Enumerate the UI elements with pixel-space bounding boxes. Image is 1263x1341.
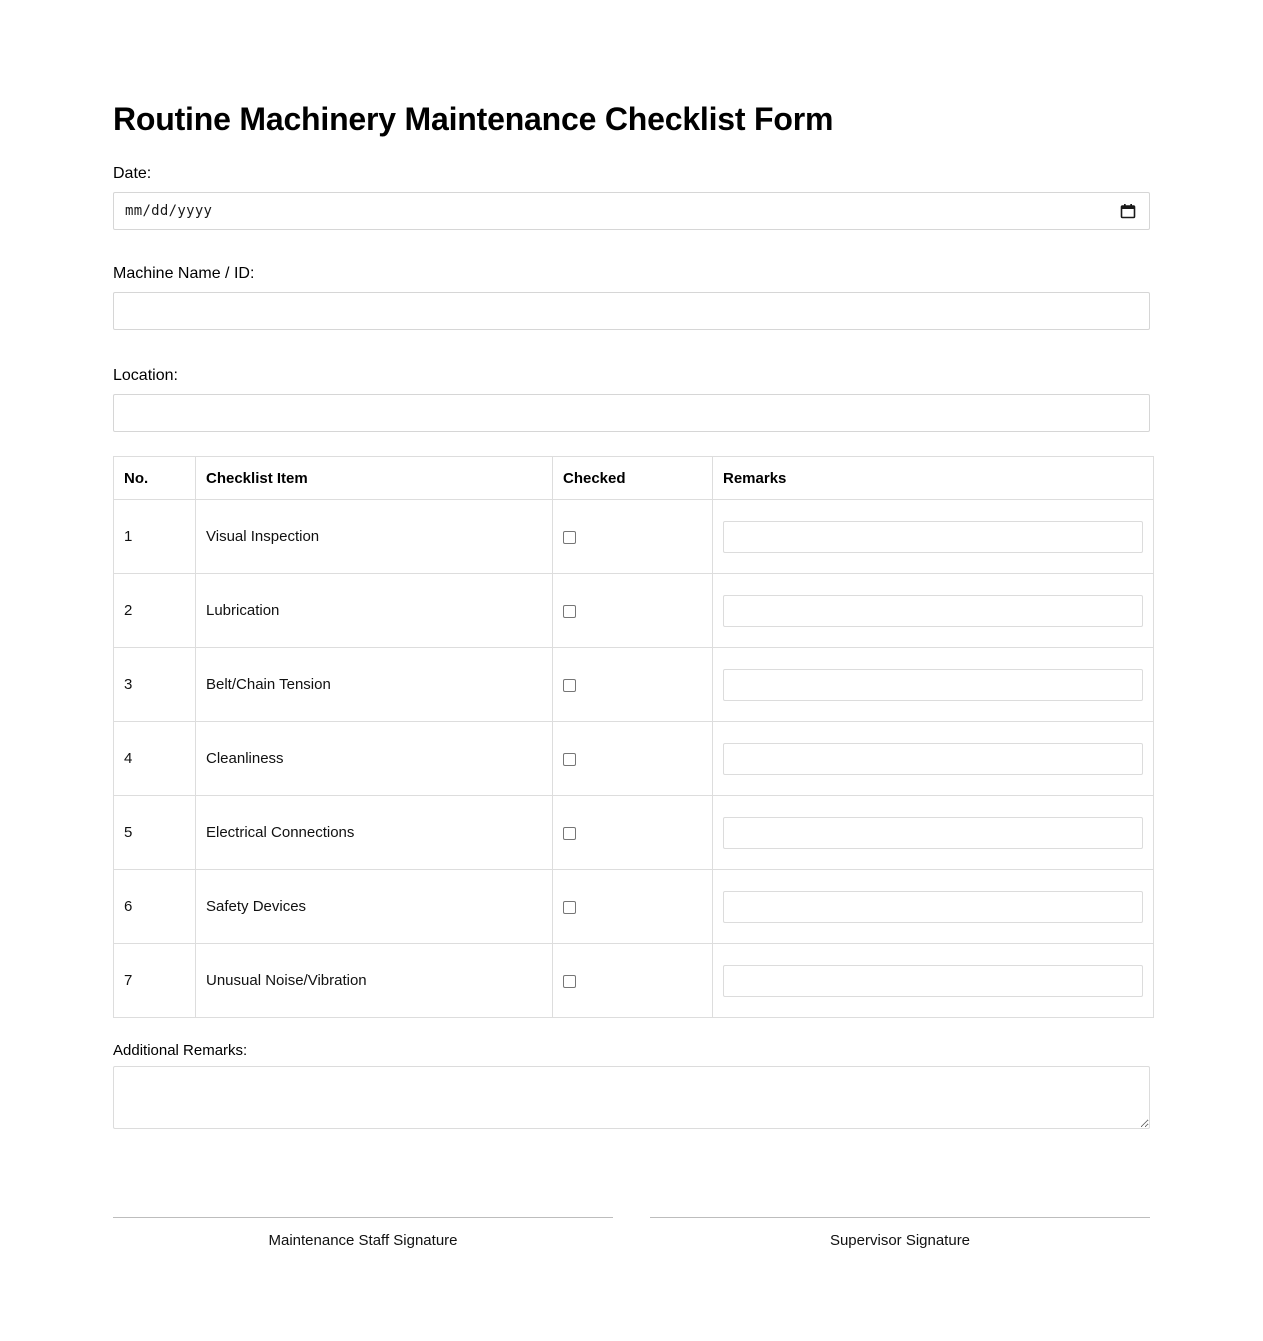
table-header-row xyxy=(114,457,1154,500)
cell-remarks xyxy=(713,648,1154,722)
date-label: Date: xyxy=(113,165,152,183)
machine-field-block xyxy=(113,264,1150,330)
table-row xyxy=(114,648,1154,722)
remarks-input-row-2[interactable] xyxy=(723,595,1143,627)
signature-line-supervisor xyxy=(650,1217,1150,1218)
machine-name-input[interactable] xyxy=(113,292,1150,330)
location-label: Location: xyxy=(113,367,178,385)
checkbox-row-1[interactable] xyxy=(563,531,576,544)
signature-section xyxy=(113,1217,1150,1250)
checkbox-row-4[interactable] xyxy=(563,753,576,766)
column-header-checked: Checked xyxy=(553,457,713,500)
additional-remarks-textarea[interactable] xyxy=(113,1066,1150,1129)
page-title: Routine Machinery Maintenance Checklist Form xyxy=(113,101,834,137)
cell-no: 7 xyxy=(114,944,196,1018)
date-input[interactable] xyxy=(113,192,1150,230)
checkbox-row-6[interactable] xyxy=(563,901,576,914)
signature-block-supervisor xyxy=(650,1217,1150,1250)
checklist-table-body xyxy=(114,500,1154,1018)
remarks-input-row-4[interactable] xyxy=(723,743,1143,775)
additional-remarks-block xyxy=(113,1042,1150,1129)
table-row xyxy=(114,574,1154,648)
signature-line-staff xyxy=(113,1217,613,1218)
cell-no: 2 xyxy=(114,574,196,648)
checkbox-row-7[interactable] xyxy=(563,975,576,988)
cell-checked xyxy=(553,500,713,574)
checklist-table-head xyxy=(114,457,1154,500)
cell-checked xyxy=(553,574,713,648)
cell-checklist-item: Safety Devices xyxy=(196,870,553,944)
column-header-item: Checklist Item xyxy=(196,457,553,500)
date-placeholder-text: mm/dd/yyyy xyxy=(125,203,213,220)
checkbox-row-5[interactable] xyxy=(563,827,576,840)
cell-checklist-item: Visual Inspection xyxy=(196,500,553,574)
cell-checklist-item: Cleanliness xyxy=(196,722,553,796)
cell-no: 3 xyxy=(114,648,196,722)
remarks-input-row-5[interactable] xyxy=(723,817,1143,849)
cell-remarks xyxy=(713,870,1154,944)
cell-no: 4 xyxy=(114,722,196,796)
table-row xyxy=(114,870,1154,944)
table-row xyxy=(114,944,1154,1018)
location-field-block xyxy=(113,366,1150,432)
date-field-block xyxy=(113,164,1150,230)
signature-block-staff xyxy=(113,1217,613,1250)
signature-label-supervisor: Supervisor Signature xyxy=(829,1232,971,1250)
column-header-remarks: Remarks xyxy=(713,457,1154,500)
calendar-icon[interactable] xyxy=(1120,203,1136,219)
cell-no: 1 xyxy=(114,500,196,574)
remarks-input-row-1[interactable] xyxy=(723,521,1143,553)
cell-remarks xyxy=(713,944,1154,1018)
table-row xyxy=(114,796,1154,870)
checkbox-row-2[interactable] xyxy=(563,605,576,618)
signature-label-staff: Maintenance Staff Signature xyxy=(268,1232,458,1250)
cell-checked xyxy=(553,870,713,944)
cell-no: 5 xyxy=(114,796,196,870)
cell-remarks xyxy=(713,574,1154,648)
checkbox-row-3[interactable] xyxy=(563,679,576,692)
cell-checked xyxy=(553,796,713,870)
cell-checklist-item: Belt/Chain Tension xyxy=(196,648,553,722)
remarks-input-row-3[interactable] xyxy=(723,669,1143,701)
column-header-no: No. xyxy=(114,457,196,500)
cell-checklist-item: Unusual Noise/Vibration xyxy=(196,944,553,1018)
location-input[interactable] xyxy=(113,394,1150,432)
remarks-input-row-7[interactable] xyxy=(723,965,1143,997)
additional-remarks-label: Additional Remarks: xyxy=(113,1042,248,1060)
cell-checked xyxy=(553,722,713,796)
cell-no: 6 xyxy=(114,870,196,944)
cell-checklist-item: Lubrication xyxy=(196,574,553,648)
cell-remarks xyxy=(713,796,1154,870)
cell-remarks xyxy=(713,722,1154,796)
cell-checked xyxy=(553,648,713,722)
machine-name-label: Machine Name / ID: xyxy=(113,265,255,283)
checklist-table xyxy=(113,456,1154,1018)
remarks-input-row-6[interactable] xyxy=(723,891,1143,923)
cell-remarks xyxy=(713,500,1154,574)
cell-checklist-item: Electrical Connections xyxy=(196,796,553,870)
table-row xyxy=(114,500,1154,574)
date-input-row xyxy=(113,192,1150,230)
table-row xyxy=(114,722,1154,796)
cell-checked xyxy=(553,944,713,1018)
